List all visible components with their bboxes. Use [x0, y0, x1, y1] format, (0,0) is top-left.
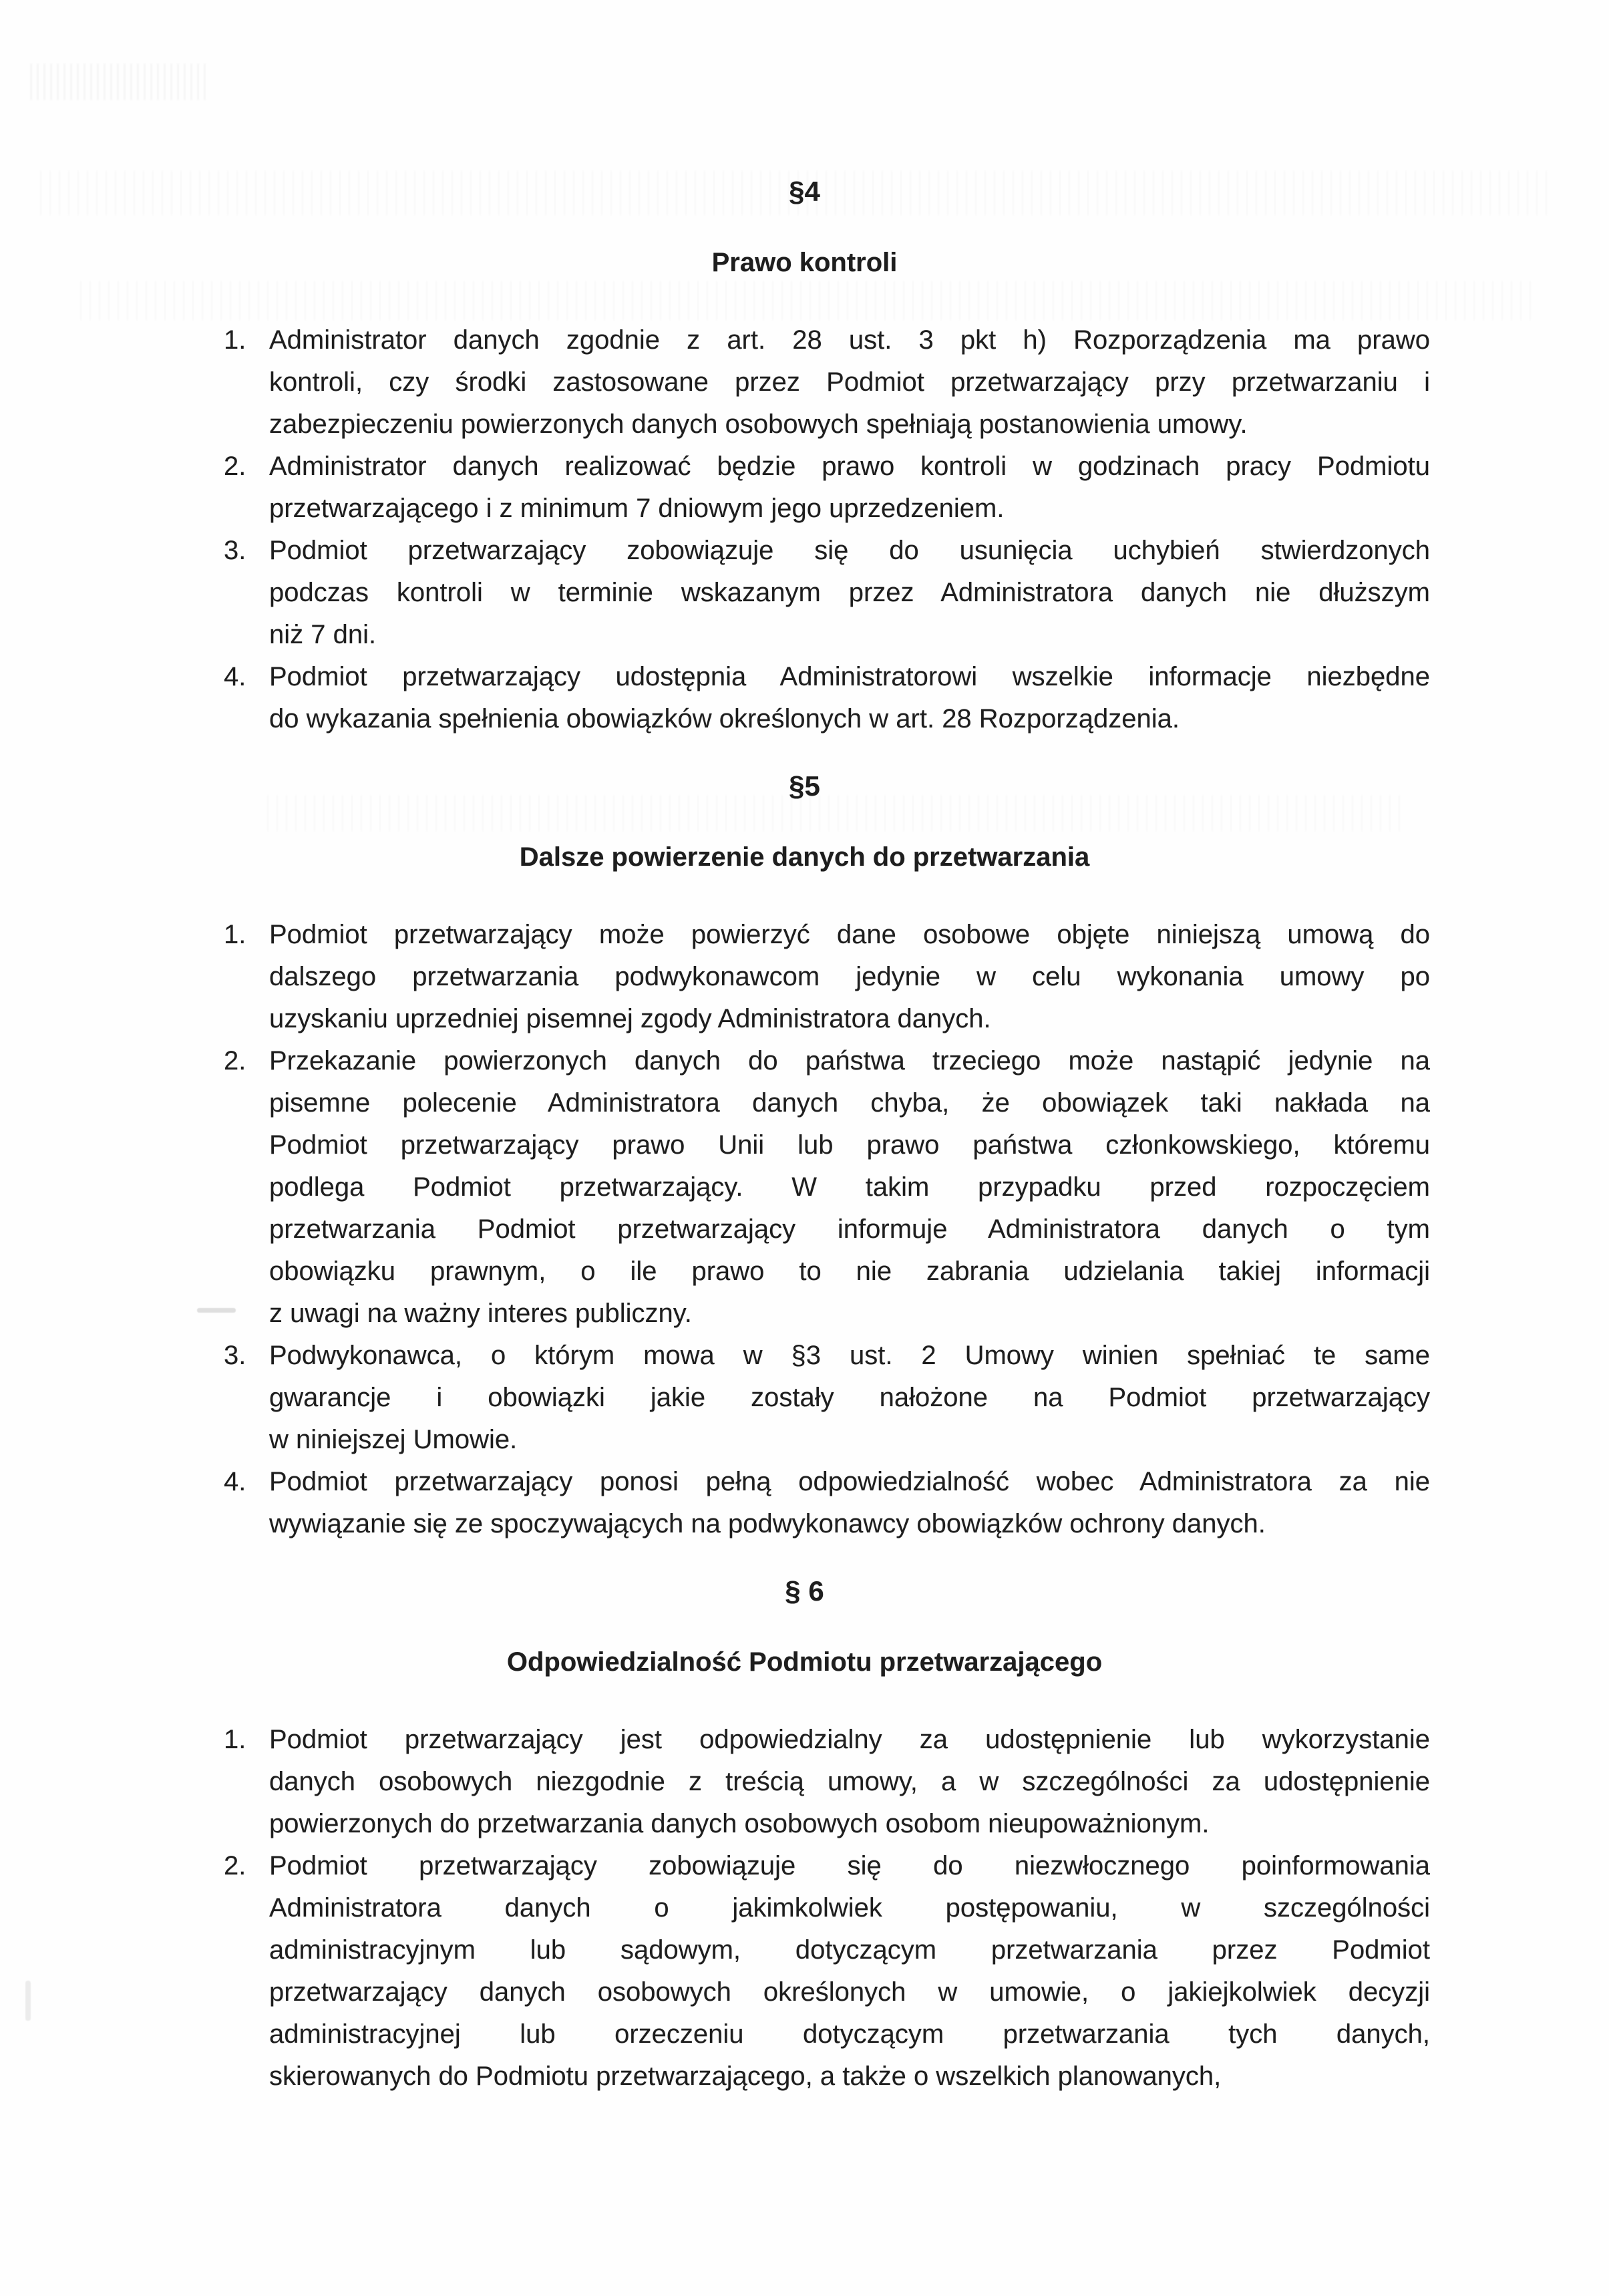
document-section	[224, 772, 1430, 1545]
item-line: Podmiot przetwarzający jest odpowiedzialny za udostępnienie lub wykorzystanie	[269, 1725, 1430, 1754]
section-items	[224, 914, 1430, 1545]
section-items	[224, 319, 1430, 740]
item-lines	[269, 319, 1430, 446]
item-line: Podwykonawca, o którym mowa w §3 ust. 2 Umowy winien spełniać te same	[269, 1341, 1430, 1370]
item-lines	[269, 1845, 1430, 2098]
document-section	[224, 1577, 1430, 2098]
section-items	[224, 1719, 1430, 2098]
item-number: 1.	[224, 1725, 246, 1754]
scan-artifact	[30, 63, 210, 100]
section-subheading: Prawo kontroli	[711, 248, 898, 277]
item-line: Administratora danych o jakimkolwiek postępowaniu, w szczególności	[269, 1893, 1430, 1923]
item-number: 3.	[224, 1341, 246, 1370]
item-line: Podmiot przetwarzający zobowiązuje się do usunięcia uchybień stwierdzonych	[269, 536, 1430, 565]
list-item	[224, 914, 1430, 1040]
item-lines	[269, 914, 1430, 1040]
list-item	[224, 656, 1430, 740]
item-lines	[269, 530, 1430, 656]
item-number: 1.	[224, 920, 246, 949]
item-line: Podmiot przetwarzający udostępnia Administratorowi wszelkie informacje niezbędne	[269, 662, 1430, 691]
item-line: przetwarzającego i z minimum 7 dniowym jego uprzedzeniem.	[269, 494, 1005, 523]
item-line: administracyjnym lub sądowym, dotyczącym przetwarzania przez Podmiot	[269, 1935, 1430, 1965]
section-subheading: Dalsze powierzenie danych do przetwarzania	[519, 842, 1090, 872]
item-line: obowiązku prawnym, o ile prawo to nie zabrania udzielania takiej informacji	[269, 1257, 1430, 1286]
item-line: Administrator danych zgodnie z art. 28 ust. 3 pkt h) Rozporządzenia ma prawo	[269, 325, 1430, 355]
item-line: Podmiot przetwarzający zobowiązuje się do niezwłocznego poinformowania	[269, 1851, 1430, 1880]
item-line: z uwagi na ważny interes publiczny.	[269, 1299, 692, 1328]
item-number: 4.	[224, 1467, 246, 1496]
list-item	[224, 1461, 1430, 1545]
item-line: do wykazania spełnienia obowiązków określonych w art. 28 Rozporządzenia.	[269, 704, 1180, 733]
document-section	[224, 178, 1430, 740]
item-number: 2.	[224, 452, 246, 481]
item-lines	[269, 1461, 1430, 1545]
item-number: 3.	[224, 536, 246, 565]
item-number: 4.	[224, 662, 246, 691]
list-item	[224, 319, 1430, 446]
item-line: skierowanych do Podmiotu przetwarzającego, a także o wszelkich planowanych,	[269, 2062, 1222, 2091]
item-line: Przekazanie powierzonych danych do państwa trzeciego może nastąpić jedynie na	[269, 1046, 1430, 1076]
section-heading: §5	[789, 770, 820, 802]
item-line: danych osobowych niezgodnie z treścią umowy, a w szczególności za udostępnienie	[269, 1767, 1430, 1796]
item-line: Podmiot przetwarzający może powierzyć dane osobowe objęte niniejszą umową do	[269, 920, 1430, 949]
item-line: Administrator danych realizować będzie prawo kontroli w godzinach pracy Podmiotu	[269, 452, 1430, 481]
item-line: zabezpieczeniu powierzonych danych osobowych spełniają postanowienia umowy.	[269, 409, 1248, 439]
item-lines	[269, 656, 1430, 740]
list-item	[224, 1845, 1430, 2098]
item-number: 2.	[224, 1046, 246, 1076]
item-line: wywiązanie się ze spoczywających na podwykonawcy obowiązków ochrony danych.	[269, 1509, 1266, 1538]
item-line: dalszego przetwarzania podwykonawcom jedynie w celu wykonania umowy po	[269, 962, 1430, 991]
section-heading: §4	[789, 176, 820, 207]
item-number: 1.	[224, 325, 246, 355]
item-line: Podmiot przetwarzający ponosi pełną odpowiedzialność wobec Administratora za nie	[269, 1467, 1430, 1496]
item-line: powierzonych do przetwarzania danych osobowych osobom nieupoważnionym.	[269, 1809, 1210, 1838]
item-line: podczas kontroli w terminie wskazanym przez Administratora danych nie dłuższym	[269, 578, 1430, 607]
list-item	[224, 530, 1430, 656]
item-line: przetwarzający danych osobowych określonych w umowie, o jakiejkolwiek decyzji	[269, 1977, 1430, 2007]
scan-artifact	[25, 1981, 31, 2021]
item-line: niż 7 dni.	[269, 620, 377, 649]
item-line: gwarancje i obowiązki jakie zostały nałożone na Podmiot przetwarzający	[269, 1383, 1430, 1412]
item-line: pisemne polecenie Administratora danych chyba, że obowiązek taki nakłada na	[269, 1088, 1430, 1118]
item-line: uzyskaniu uprzedniej pisemnej zgody Administratora danych.	[269, 1004, 991, 1033]
item-line: podlega Podmiot przetwarzający. W takim przypadku przed rozpoczęciem	[269, 1172, 1430, 1202]
item-lines	[269, 1719, 1430, 1845]
list-item	[224, 1335, 1430, 1461]
item-line: Podmiot przetwarzający prawo Unii lub prawo państwa członkowskiego, któremu	[269, 1130, 1430, 1160]
item-line: administracyjnej lub orzeczeniu dotyczącym przetwarzania tych danych,	[269, 2019, 1430, 2049]
item-line: w niniejszej Umowie.	[269, 1425, 518, 1454]
section-subheading: Odpowiedzialność Podmiotu przetwarzającego	[506, 1647, 1103, 1677]
item-lines	[269, 1335, 1430, 1461]
document-sections	[224, 178, 1430, 2098]
section-heading: § 6	[785, 1575, 824, 1607]
item-lines	[269, 1040, 1430, 1335]
item-lines	[269, 446, 1430, 530]
list-item	[224, 1719, 1430, 1845]
item-number: 2.	[224, 1851, 246, 1880]
item-line: przetwarzania Podmiot przetwarzający informuje Administratora danych o tym	[269, 1214, 1430, 1244]
item-line: kontroli, czy środki zastosowane przez Podmiot przetwarzający przy przetwarzaniu i	[269, 367, 1430, 397]
list-item	[224, 446, 1430, 530]
list-item	[224, 1040, 1430, 1335]
